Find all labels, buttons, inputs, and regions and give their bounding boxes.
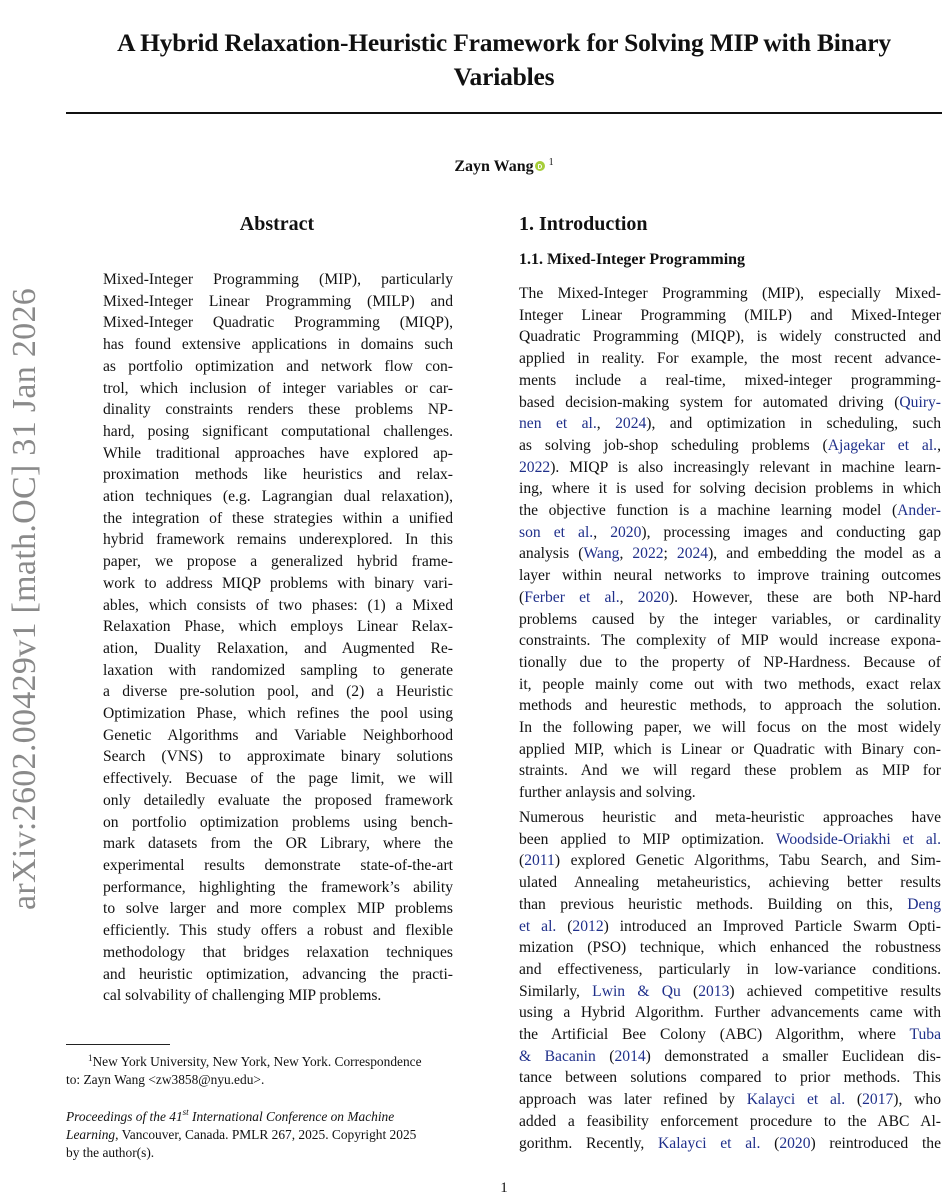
paragraph-text: In the following paper, we will focus on the most widely bbox=[519, 719, 941, 737]
paragraph-text: than previous heuristic methods. Building on this, bbox=[519, 895, 908, 913]
paragraph-text: as solving job-shop scheduling problems ( bbox=[519, 436, 828, 454]
paragraph-text: The Mixed-Integer Programming (MIP), especially Mixed- bbox=[519, 285, 941, 302]
abstract-line: ables, which consists of two phases: (1) a Mixed bbox=[103, 596, 453, 614]
paragraph-text: ( bbox=[519, 852, 525, 870]
paragraph-line bbox=[519, 478, 941, 500]
abstract-body bbox=[103, 269, 453, 1007]
proceedings-copyright: by the author(s). bbox=[66, 1145, 155, 1160]
paper-title bbox=[66, 26, 942, 94]
paragraph-text: , bbox=[619, 545, 633, 563]
paragraph-text: ( bbox=[680, 982, 699, 1000]
section-heading-introduction: 1. Introduction bbox=[519, 213, 648, 235]
abstract-line: Mixed-Integer Programming (MIP), particularly bbox=[103, 271, 453, 288]
paragraph-text: ing, where it is used for solving decision problems in which bbox=[519, 480, 941, 498]
paragraph-text: ) introduced an Improved Particle Swarm Opti- bbox=[603, 917, 941, 935]
abstract-line: laxation with randomized sampling to generate bbox=[103, 661, 453, 679]
paragraph-line bbox=[519, 1024, 941, 1046]
page-number: 1 bbox=[500, 1180, 508, 1196]
citation-link[interactable]: 2024 bbox=[615, 415, 647, 433]
abstract-line: work to address MIQP problems with binary vari- bbox=[103, 574, 453, 592]
paragraph-line bbox=[519, 522, 941, 544]
paragraph-text: Numerous heuristic and meta-heuristic approaches have bbox=[519, 809, 941, 826]
abstract-line: ation, Duality Relaxation, and Augmented Re- bbox=[103, 639, 453, 657]
paragraph-line bbox=[519, 630, 941, 652]
paragraph-line bbox=[519, 392, 941, 414]
paragraph-line bbox=[519, 850, 941, 872]
paragraph-text: straints. And we will regard these problem as MIP for bbox=[519, 762, 941, 780]
paragraph-text: problems caused by the integer variables, or cardinality bbox=[519, 610, 941, 628]
paragraph-line bbox=[519, 937, 941, 959]
abstract-line: effectively. Becuase of the page limit, we will bbox=[103, 770, 453, 788]
abstract-line: cal solvability of challenging MIP problems. bbox=[103, 987, 382, 1005]
paragraph-text: the objective function is a machine learning model ( bbox=[519, 502, 898, 520]
citation-link[interactable]: 2011 bbox=[524, 852, 555, 870]
author-block bbox=[0, 152, 942, 178]
paragraph-text: been applied to MIP optimization. bbox=[519, 830, 776, 848]
paragraph-line bbox=[519, 829, 941, 851]
abstract-line: efficiently. This study offers a robust and flexible bbox=[103, 922, 453, 940]
abstract-line: paper, we propose a generalized hybrid frame- bbox=[103, 553, 453, 571]
affiliation-text: New York University, New York, New York. Correspondence bbox=[92, 1054, 422, 1069]
citation-link[interactable]: 2020 bbox=[610, 523, 642, 541]
paragraph-line bbox=[519, 652, 941, 674]
abstract-line: Optimization Phase, which refines the pool using bbox=[103, 705, 453, 723]
paragraph-line bbox=[519, 1067, 941, 1089]
paragraph-line bbox=[519, 543, 941, 565]
paragraph-text: analysis ( bbox=[519, 545, 584, 563]
paragraph-text: ) reintroduced the bbox=[810, 1134, 941, 1152]
paragraph-text: , bbox=[596, 415, 616, 433]
paragraph-line bbox=[519, 760, 941, 782]
paragraph-line bbox=[519, 435, 941, 457]
paragraph-line bbox=[519, 695, 941, 717]
paragraph-text: it, people mainly come out with two methods, exact relax bbox=[519, 675, 941, 693]
paper-title-line-2: Variables bbox=[453, 62, 555, 91]
introduction-paragraph-1 bbox=[519, 283, 941, 804]
abstract-line: Relaxation Phase, which employs Linear Relax- bbox=[103, 618, 453, 636]
paragraph-text: ). MIQP is also increasingly relevant in machine learn- bbox=[550, 458, 941, 476]
paragraph-line bbox=[519, 916, 941, 938]
paragraph-line bbox=[519, 807, 941, 829]
paragraph-line bbox=[519, 959, 941, 981]
paragraph-line bbox=[519, 305, 941, 327]
paragraph-text: methods and heurestic methods, to approach the solution. bbox=[519, 697, 941, 715]
abstract-line: mark datasets from the OR Library, where the bbox=[103, 835, 453, 853]
paragraph-text: ( bbox=[845, 1091, 863, 1109]
abstract-line: Search (VNS) to approximate binary solutions bbox=[103, 748, 453, 766]
abstract-line: Mixed-Integer Quadratic Programming (MIQP), bbox=[103, 314, 453, 332]
paragraph-text: ). However, these are both NP-hard bbox=[668, 588, 941, 606]
paragraph-text: applied in reality. For example, the most recent advance- bbox=[519, 350, 941, 368]
proceedings-details: , Vancouver, Canada. PMLR 267, 2025. Copyright 2025 bbox=[115, 1127, 417, 1142]
arxiv-identifier-stamp: arXiv:2602.00429v1 [math.OC] 31 Jan 2026 bbox=[6, 287, 43, 910]
abstract-line: to solve larger and more complex MIP problems bbox=[103, 900, 453, 918]
citation-link[interactable]: 2017 bbox=[862, 1091, 894, 1109]
abstract-line: hybrid framework remains underexplored. In this bbox=[103, 531, 453, 549]
citation-link[interactable]: Quiry- bbox=[899, 393, 941, 411]
abstract-heading: Abstract bbox=[239, 213, 315, 235]
paragraph-line bbox=[519, 500, 941, 522]
abstract-line: dinality constraints renders these problems NP- bbox=[103, 401, 453, 419]
abstract-line: Genetic Algorithms and Variable Neighborhood bbox=[103, 726, 453, 744]
paragraph-text: ), who bbox=[893, 1091, 941, 1109]
paragraph-text: based decision-making system for automated driving ( bbox=[519, 393, 900, 411]
paragraph-line bbox=[519, 674, 941, 696]
paragraph-text: ), and embedding the model as a bbox=[708, 545, 942, 563]
abstract-line: trol, which inclusion of integer variables or car- bbox=[103, 379, 453, 397]
paragraph-line bbox=[519, 1089, 941, 1111]
paragraph-text: Integer Linear Programming (MILP) and Mixed-Integer bbox=[519, 306, 941, 324]
abstract-line: as portfolio optimization and network flow con- bbox=[103, 357, 453, 375]
abstract-line: Mixed-Integer Linear Programming (MILP) and bbox=[103, 292, 453, 310]
paragraph-text: ( bbox=[556, 917, 573, 935]
paragraph-line bbox=[519, 1046, 941, 1068]
citation-link[interactable]: 2020 bbox=[637, 588, 669, 606]
author-name: Zayn Wang bbox=[454, 158, 534, 175]
paragraph-line bbox=[519, 872, 941, 894]
abstract-line: performance, highlighting the framework’s ability bbox=[103, 878, 453, 896]
abstract-line: and heuristic optimization, advancing the practi- bbox=[103, 965, 453, 983]
paragraph-text: added a feasibility enforcement procedure to the ABC Al- bbox=[519, 1112, 941, 1130]
paragraph-text: ) explored Genetic Algorithms, Tabu Search, and Sim- bbox=[554, 852, 941, 870]
abstract-line: experimental results demonstrate state-of-the-art bbox=[103, 856, 453, 874]
affiliation-footnote bbox=[66, 1049, 486, 1089]
paragraph-line bbox=[519, 348, 941, 370]
paragraph-line bbox=[519, 1002, 941, 1024]
paragraph-text: mization (PSO) technique, which enhanced the robustness bbox=[519, 939, 941, 957]
proceedings-note bbox=[66, 1103, 486, 1162]
paragraph-text: ) demonstrated a smaller Euclidean dis- bbox=[645, 1047, 942, 1065]
citation-link[interactable]: 2022 bbox=[632, 545, 664, 563]
paragraph-line bbox=[519, 283, 941, 305]
abstract-line: While traditional approaches have explored ap- bbox=[103, 444, 453, 462]
paragraph-line bbox=[519, 739, 941, 761]
abstract-line: ation techniques (e.g. Lagrangian dual relaxation), bbox=[103, 488, 453, 506]
abstract-line: only detailedly evaluate the proposed framework bbox=[103, 791, 453, 809]
paragraph-line bbox=[519, 782, 941, 804]
paragraph-line bbox=[519, 1133, 941, 1155]
citation-link[interactable]: son et al. bbox=[519, 523, 594, 541]
paper-title-line-1: A Hybrid Relaxation-Heuristic Framework for Solving MIP with Binary bbox=[117, 28, 891, 57]
paragraph-text: Similarly, bbox=[519, 982, 593, 1000]
paragraph-text: ), and optimization in scheduling, such bbox=[646, 415, 942, 433]
title-rule bbox=[66, 112, 942, 114]
citation-link[interactable]: Tuba bbox=[909, 1026, 941, 1044]
orcid-icon[interactable] bbox=[535, 161, 545, 171]
paragraph-text: tance between solutions compared to prior methods. This bbox=[519, 1069, 941, 1087]
citation-link[interactable]: 2014 bbox=[614, 1047, 646, 1065]
abstract-line: the integration of these strategies within a unified bbox=[103, 509, 453, 527]
citation-link[interactable]: Kalayci et al. bbox=[746, 1091, 846, 1109]
paragraph-line bbox=[519, 370, 941, 392]
paragraph-text: constraints. The complexity of MIP would increase expona- bbox=[519, 632, 941, 650]
paragraph-text: further anlaysis and solving. bbox=[519, 784, 696, 802]
paragraph-line bbox=[519, 565, 941, 587]
paragraph-line bbox=[519, 981, 941, 1003]
paragraph-text: ) achieved competitive results bbox=[729, 982, 942, 1000]
paragraph-line bbox=[519, 457, 941, 479]
paragraph-text: ulated Annealing metaheuristics, achieving better results bbox=[519, 874, 941, 892]
paragraph-line bbox=[519, 413, 941, 435]
citation-link[interactable]: nen et al. bbox=[519, 415, 597, 433]
citation-link[interactable]: & Bacanin bbox=[519, 1047, 596, 1065]
paragraph-text: , bbox=[937, 436, 941, 454]
abstract-line: proximation methods like heuristics and relax- bbox=[103, 466, 453, 484]
citation-link[interactable]: Woodside-Oriakhi et al. bbox=[775, 830, 941, 848]
paragraph-line bbox=[519, 894, 941, 916]
citation-link[interactable]: 2013 bbox=[698, 982, 730, 1000]
footnote-mark: 1 bbox=[88, 1053, 93, 1063]
correspondence-email: to: Zayn Wang <zw3858@nyu.edu>. bbox=[66, 1072, 265, 1087]
abstract-line: methodology that bridges relaxation techniques bbox=[103, 943, 453, 961]
citation-link[interactable]: 2024 bbox=[676, 545, 709, 563]
paragraph-text: , bbox=[593, 523, 611, 541]
proceedings-venue-cont: International Conference on Machine bbox=[188, 1109, 395, 1124]
proceedings-ordinal: st bbox=[182, 1107, 189, 1117]
abstract-line: on portfolio optimization problems using bench- bbox=[103, 813, 453, 831]
introduction-paragraph-2 bbox=[519, 807, 941, 1154]
paragraph-line bbox=[519, 609, 941, 631]
abstract-line: a diverse pre-solution pool, and (2) a Heuristic bbox=[103, 683, 453, 701]
citation-link[interactable]: 2022 bbox=[519, 458, 551, 476]
citation-link[interactable]: Wang bbox=[583, 545, 620, 563]
citation-link[interactable]: Ajagekar et al. bbox=[827, 436, 938, 454]
subsection-heading-mip: 1.1. Mixed-Integer Programming bbox=[519, 251, 746, 268]
paragraph-text: ( bbox=[595, 1047, 615, 1065]
citation-link[interactable]: Ferber et al. bbox=[524, 588, 620, 606]
citation-link[interactable]: et al. bbox=[519, 917, 557, 935]
paragraph-text: and effectiveness, particularly in low-variance conditions. bbox=[519, 960, 941, 978]
citation-link[interactable]: Deng bbox=[907, 895, 941, 913]
paragraph-text: ), processing images and conducting gap bbox=[641, 523, 941, 541]
abstract-line: has found extensive applications in domains such bbox=[103, 336, 453, 354]
proceedings-venue: Proceedings of the 41 bbox=[66, 1109, 183, 1124]
footnote-rule bbox=[66, 1044, 170, 1045]
abstract-line: hard, posing significant computational challenges. bbox=[103, 422, 453, 440]
paragraph-text: using a Hybrid Algorithm. Further advancements came with bbox=[519, 1004, 941, 1022]
citation-link[interactable]: Ander- bbox=[897, 502, 941, 520]
paragraph-text: the Artificial Bee Colony (ABC) Algorithm, where bbox=[519, 1026, 910, 1044]
author-affiliation-mark: 1 bbox=[548, 157, 554, 168]
paragraph-text: gorithm. Recently, bbox=[519, 1134, 659, 1152]
citation-link[interactable]: Lwin & Qu bbox=[592, 982, 681, 1000]
paragraph-text: layer within neural networks to improve training outcomes bbox=[519, 567, 941, 585]
paragraph-text: tionally due to the property of NP-Hardness. Because of bbox=[519, 653, 941, 671]
paragraph-text: ; bbox=[663, 545, 677, 563]
citation-link[interactable]: 2012 bbox=[572, 917, 604, 935]
paragraph-text: applied MIP, which is Linear or Quadratic with Binary con- bbox=[519, 740, 941, 758]
paragraph-text: approach was later refined by bbox=[519, 1091, 747, 1109]
citation-link[interactable]: 2020 bbox=[779, 1134, 811, 1152]
citation-link[interactable]: Kalayci et al. bbox=[658, 1134, 761, 1152]
paragraph-text: , bbox=[619, 588, 638, 606]
paragraph-line bbox=[519, 717, 941, 739]
paragraph-text: ments include a real-time, mixed-integer programming- bbox=[519, 371, 941, 389]
paragraph-line bbox=[519, 1111, 941, 1133]
paragraph-text: Quadratic Programming (MIQP), is widely constructed and bbox=[519, 328, 941, 346]
paragraph-line bbox=[519, 326, 941, 348]
paragraph-line bbox=[519, 587, 941, 609]
paragraph-text: ( bbox=[519, 588, 525, 606]
proceedings-venue-end: Learning bbox=[66, 1127, 116, 1142]
paragraph-text: ( bbox=[760, 1134, 780, 1152]
